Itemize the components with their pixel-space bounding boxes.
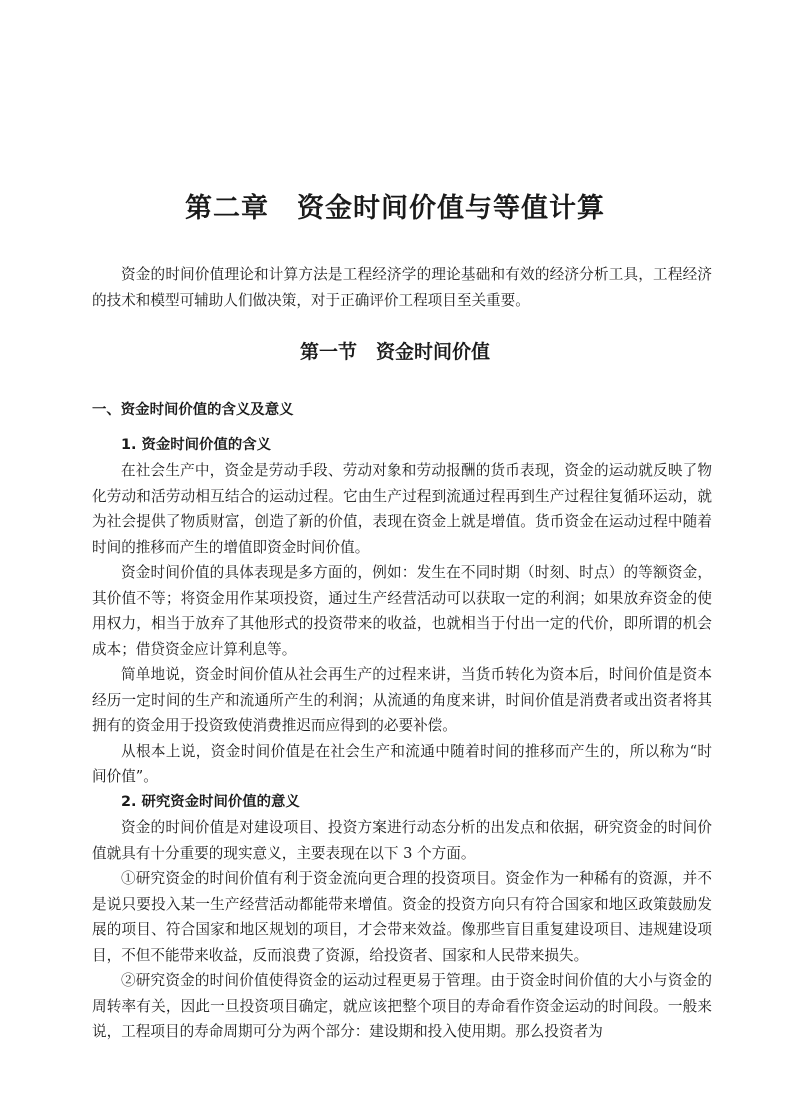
paragraph: 简单地说，资金时间价值从社会再生产的过程来讲，当货币转化为资本后，时间价值是资本经历一定时间的生产和流通所产生的利润；从流通的角度来讲，时间价值是消费者或出资者将其拥有的资金用于投资致使消费推迟而应得到的必要补偿。 [92, 666, 712, 734]
intro-paragraph: 资金的时间价值理论和计算方法是工程经济学的理论基础和有效的经济分析工具，工程经济的技术和模型可辅助人们做决策，对于正确评价工程项目至关重要。 [92, 266, 712, 309]
paragraph: 资金的时间价值是对建设项目、投资方案进行动态分析的出发点和依据，研究资金的时间价值就具有十分重要的现实意义，主要表现在以下 3 个方面。 [92, 819, 712, 862]
paragraph: ②研究资金的时间价值使得资金的运动过程更易于管理。由于资金时间价值的大小与资金的周转率有关，因此一旦投资项目确定，就应该把整个项目的寿命看作资金运动的时间段。一般来说，工程项目的寿命周期可分为两个部分：建设期和投入使用期。那么投资者为 [92, 972, 712, 1040]
section-title: 第一节 资金时间价值 [299, 341, 490, 363]
paragraph: 资金时间价值的具体表现是多方面的，例如：发生在不同时期（时刻、时点）的等额资金，其价值不等；将资金用作某项投资，通过生产经营活动可以获取一定的利润；如果放弃资金的使用权力，相当于放弃了其他形式的投资带来的收益，也就相当于付出一定的代价，即所谓的机会成本；借贷资金应计算利息等。 [92, 564, 712, 658]
paragraph: ①研究资金的时间价值有利于资金流向更合理的投资项目。资金作为一种稀有的资源，并不是说只要投入某一生产经营活动都能带来增值。资金的投资方向只有符合国家和地区政策鼓励发展的项目、符合国家和地区规划的项目，才会带来效益。像那些盲目重复建设项目、违规建设项目，不但不能带来收益，反而浪费了资源，给投资者、国家和人民带来损失。 [92, 870, 712, 964]
heading-meaning: 1. 资金时间价值的含义 [121, 436, 272, 453]
paragraph: 从根本上说，资金时间价值是在社会生产和流通中随着时间的推移而产生的，所以称为“时间价值”。 [92, 742, 712, 785]
subsection-title: 一、资金时间价值的含义及意义 [92, 402, 294, 418]
section-content [92, 398, 712, 1045]
chapter-title: 第二章 资金时间价值与等值计算 [185, 193, 605, 224]
paragraph: 在社会生产中，资金是劳动手段、劳动对象和劳动报酬的货币表现，资金的运动就反映了物化劳动和活劳动相互结合的运动过程。它由生产过程到流通过程再到生产过程往复循环运动，就为社会提供了物质财富，创造了新的价值，表现在资金上就是增值。货币资金在运动过程中随着时间的推移而产生的增值即资金时间价值。 [92, 462, 712, 556]
heading-significance: 2. 研究资金时间价值的意义 [121, 793, 300, 810]
